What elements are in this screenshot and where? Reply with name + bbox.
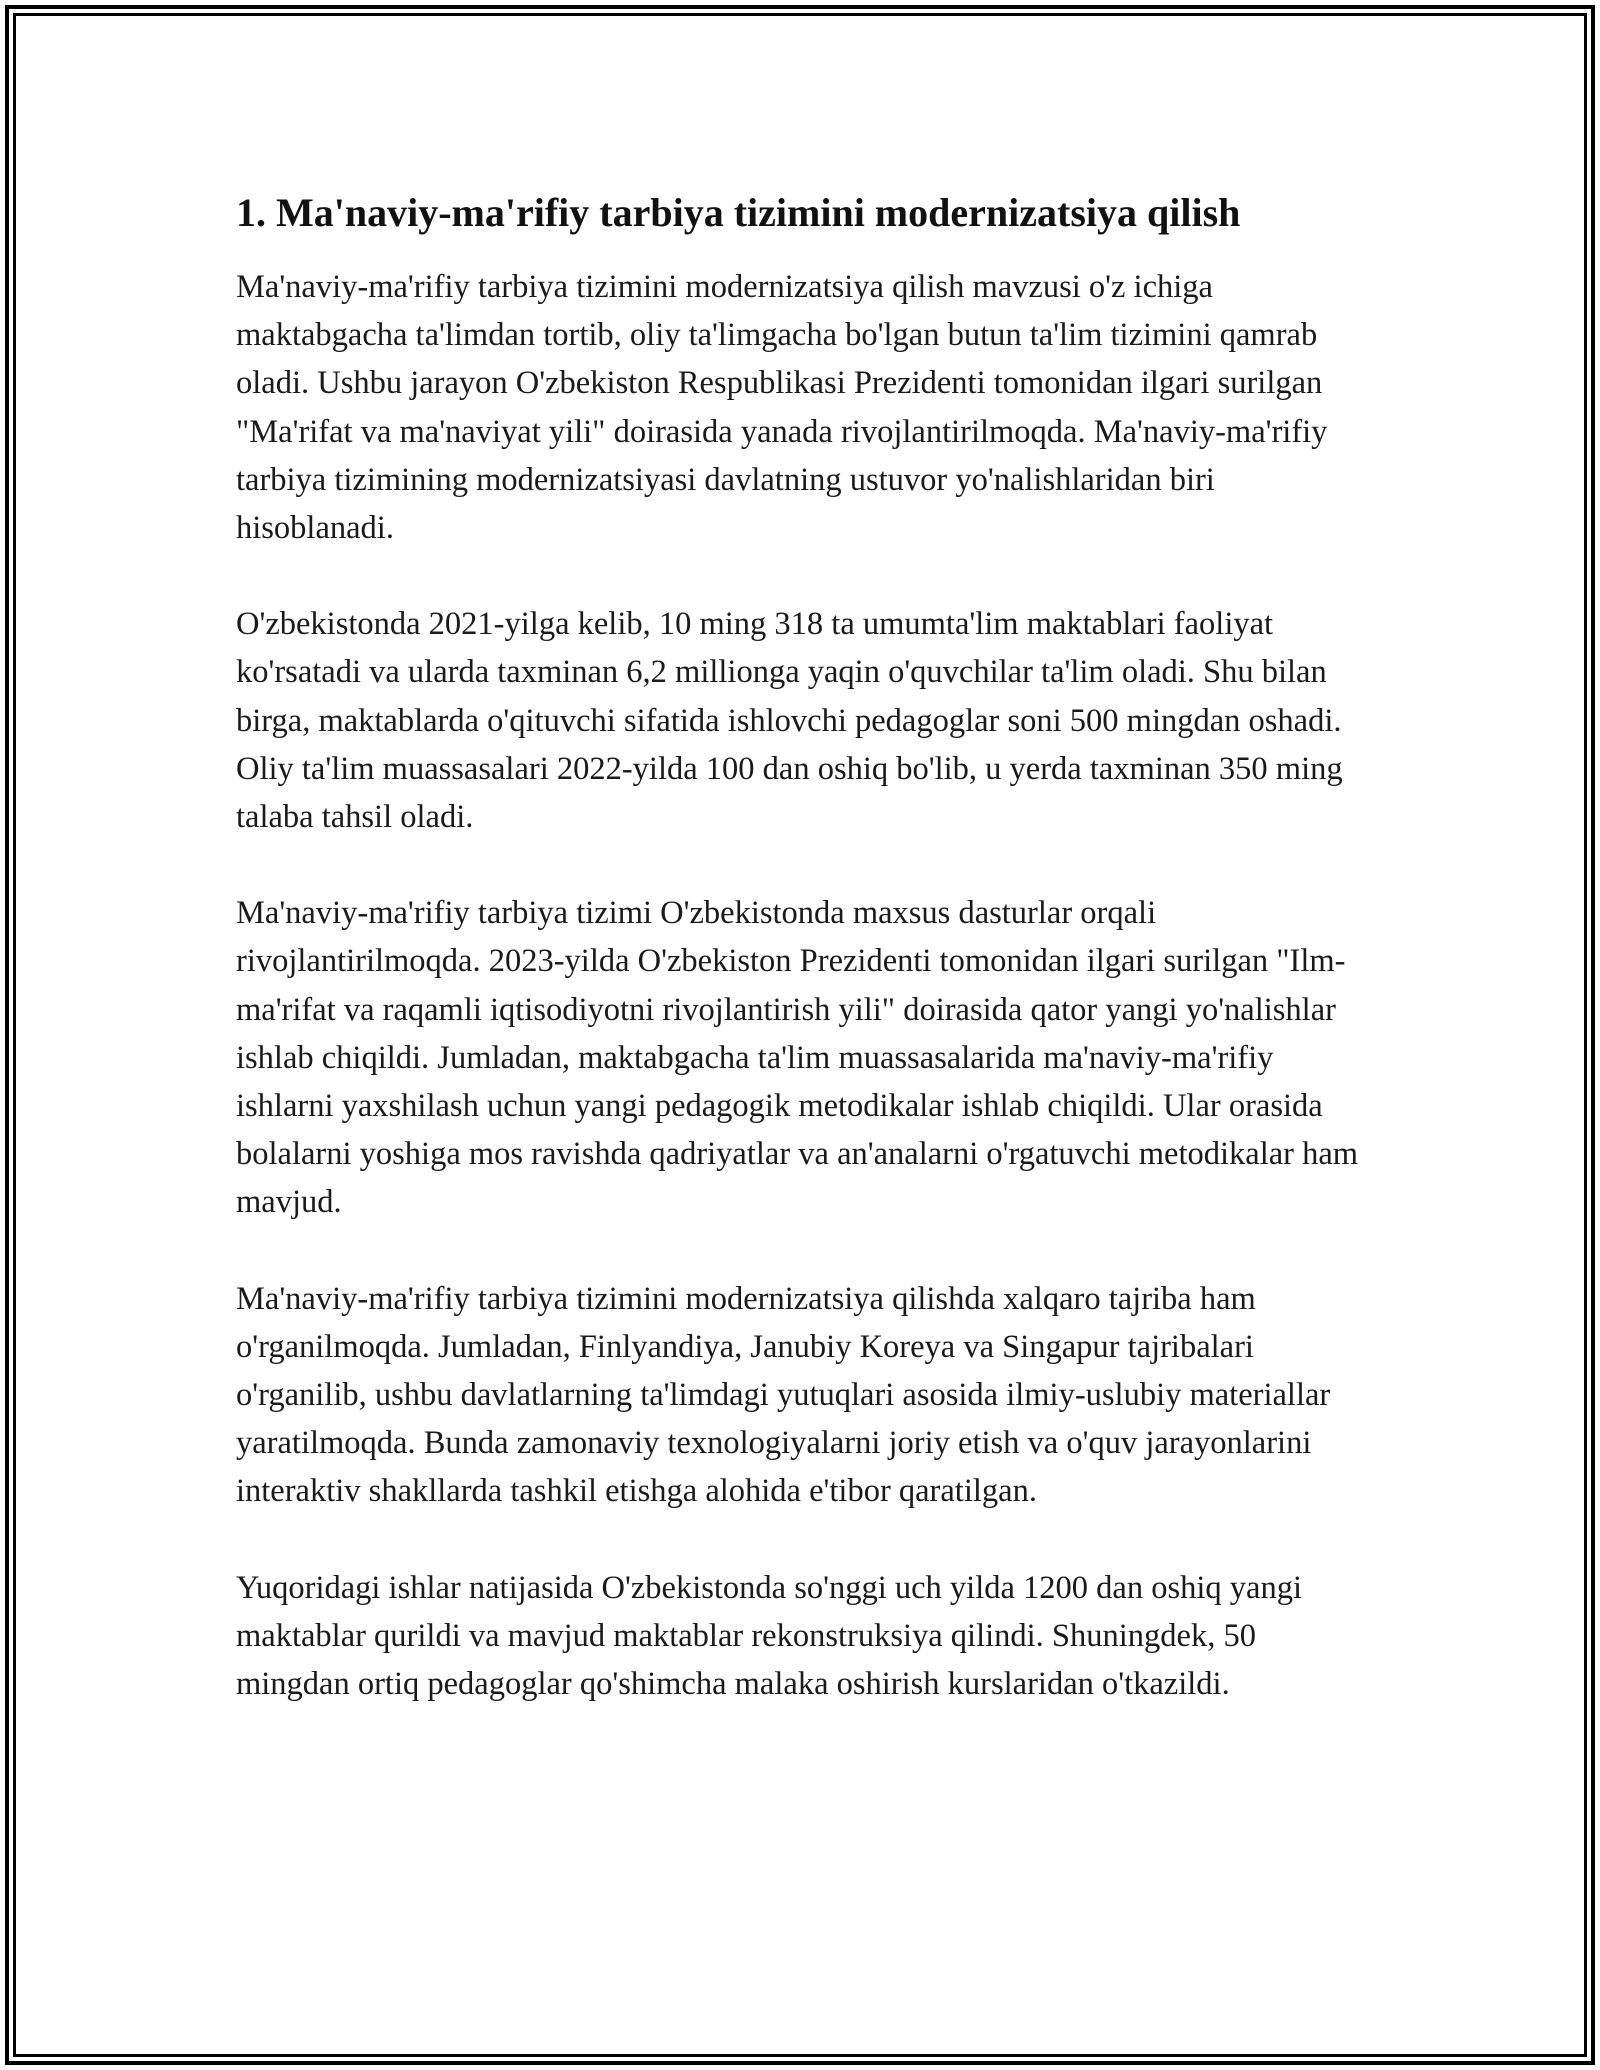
paragraph-1: Ma'naviy-ma'rifiy tarbiya tizimini modernizatsiya qilish mavzusi o'z ichiga maktabgacha ta'limdan tortib, oliy ta'limgacha bo'lgan butun ta'lim tizimini qamrab oladi. Ushbu jarayon O'zbekiston Respublikasi Prezidenti tomonidan ilgari surilgan "Ma'rifat va ma'naviyat yili" doirasida yanada rivojlantirilmoqda. Ma'naviy-ma'rifiy tarbiya tizimining modernizatsiyasi davlatning ustuvor yo'nalishlaridan biri hisoblanadi. (236, 269, 1328, 547)
paragraph-2: O'zbekistonda 2021-yilga kelib, 10 ming 318 ta umumta'lim maktablari faoliyat ko'rsatadi va ularda taxminan 6,2 millionga yaqin o'quvchilar ta'lim oladi. Shu bilan birga, maktablarda o'qituvchi sifatida ishlovchi pedagoglar soni 500 mingdan oshadi. Oliy ta'lim muassasalari 2022-yilda 100 dan oshiq bo'lib, u yerda taxminan 350 ming talaba tahsil oladi. (236, 606, 1343, 836)
paragraph-3: Ma'naviy-ma'rifiy tarbiya tizimi O'zbekistonda maxsus dasturlar orqali rivojlantirilmoqda. 2023-yilda O'zbekiston Prezidenti tomonidan ilgari surilgan "Ilm-ma'rifat va raqamli iqtisodiyotni rivojlantirish yili" doirasida qator yangi yo'nalishlar ishlab chiqildi. Jumladan, maktabgacha ta'lim muassasalarida ma'naviy-ma'rifiy ishlarni yaxshilash uchun yangi pedagogik metodikalar ishlab chiqildi. Ular orasida bolalarni yoshiga mos ravishda qadriyatlar va an'analarni o'rgatuvchi metodikalar ham mavjud. (236, 895, 1359, 1221)
document-body (236, 185, 1376, 1756)
paragraph-5: Yuqoridagi ishlar natijasida O'zbekistonda so'nggi uch yilda 1200 dan oshiq yangi maktablar qurildi va mavjud maktablar rekonstruksiya qilindi. Shuningdek, 50 mingdan ortiq pedagoglar qo'shimcha malaka oshirish kurslaridan o'tkazildi. (236, 1569, 1302, 1703)
paragraph-4: Ma'naviy-ma'rifiy tarbiya tizimini modernizatsiya qilishda xalqaro tajriba ham o'rganilmoqda. Jumladan, Finlyandiya, Janubiy Koreya va Singapur tajribalari o'rganilib, ushbu davlatlarning ta'limdagi yutuqlari asosida ilmiy-uslubiy materiallar yaratilmoqda. Bunda zamonaviy texnologiyalarni joriy etish va o'quv jarayonlarini interaktiv shakllarda tashkil etishga alohida e'tibor qaratilgan. (236, 1280, 1331, 1510)
section-title: 1. Ma'naviy-ma'rifiy tarbiya tizimini modernizatsiya qilish (236, 190, 1241, 235)
